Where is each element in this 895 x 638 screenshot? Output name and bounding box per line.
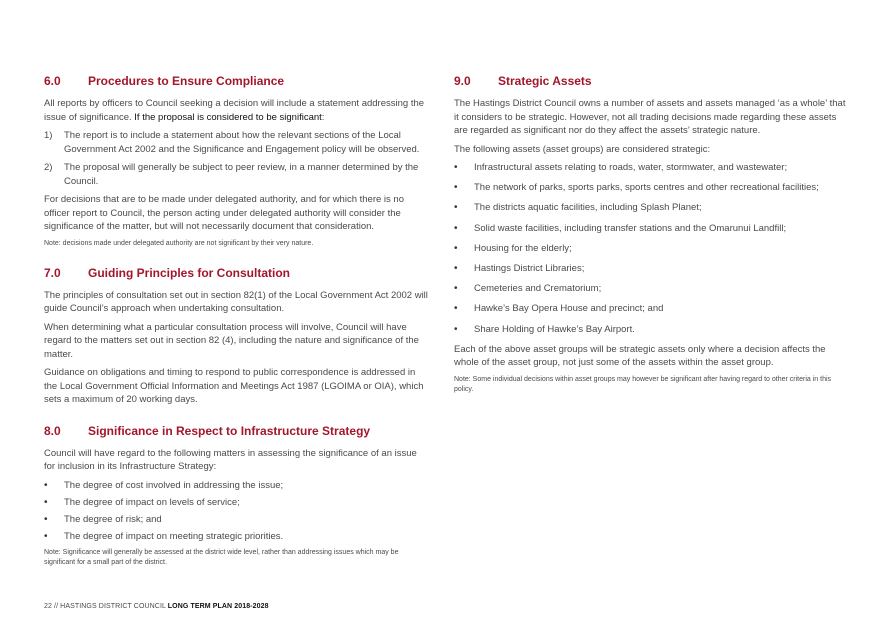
- paragraph: When determining what a particular consultation process will involve, Council will have regard to the matters set out in section 82 (4), including the nature and significance of the matter.: [44, 321, 419, 360]
- list-item: [454, 323, 852, 337]
- bullet-icon: •: [44, 530, 48, 542]
- bullet-icon: •: [454, 242, 458, 254]
- section-8-heading: [44, 423, 430, 439]
- paragraph: Guidance on obligations and timing to respond to public correspondence is addressed in the Local Government Official Information and Meetings Act 1987 (LGOIMA or OIA), which sets a maximum of 20 working days.: [44, 367, 424, 405]
- list-item: [454, 222, 852, 236]
- paragraph: The following assets (asset groups) are considered strategic:: [454, 143, 711, 155]
- section-number: 6.0: [44, 74, 61, 88]
- list-item-text: Share Holding of Hawke’s Bay Airport.: [474, 323, 635, 335]
- list-item: [44, 496, 430, 510]
- section-8: [44, 423, 430, 569]
- list-item: [454, 242, 852, 256]
- bullet-list: [454, 161, 852, 336]
- list-item-text: Cemeteries and Crematorium;: [474, 283, 602, 295]
- list-item-text: The degree of cost involved in addressing the issue;: [64, 479, 284, 491]
- section-title: Guiding Principles for Consultation: [88, 265, 291, 280]
- numbered-list: [44, 129, 430, 188]
- paragraph: The principles of consultation set out in section 82(1) of the Local Government Act 2002 will guide Council’s approach when undertaking consultation.: [44, 289, 428, 314]
- list-item-text: The degree of impact on meeting strategic priorities.: [64, 530, 284, 542]
- list-item-text: The network of parks, sports parks, sports centres and other recreational facilities;: [474, 182, 819, 194]
- list-item: [454, 181, 852, 195]
- bullet-icon: •: [454, 222, 458, 234]
- section-9: [454, 73, 852, 395]
- bullet-icon: •: [454, 262, 458, 274]
- page-footer: [44, 603, 269, 610]
- section-9-heading: [454, 73, 852, 89]
- section-number: 7.0: [44, 265, 61, 280]
- emphasis-text: If the proposal is considered to be significant: [134, 111, 322, 123]
- section-6: [44, 73, 430, 249]
- list-number: 2): [44, 162, 53, 173]
- bullet-icon: •: [454, 162, 458, 173]
- list-item: [44, 513, 430, 527]
- bullet-list: [44, 479, 430, 544]
- bullet-icon: •: [454, 202, 458, 214]
- paragraph-text: :: [321, 111, 325, 123]
- bullet-icon: •: [44, 513, 48, 525]
- list-item-text: Hawke’s Bay Opera House and precinct; and: [474, 303, 664, 315]
- left-column: [44, 73, 430, 584]
- list-item: [454, 262, 852, 276]
- paragraph: The Hastings District Council owns a number of assets and assets managed ‘as a whole’ that it considers to be strategic. However, not all trading decisions made regarding these assets are regarded as significant nor do they affect the assets’ strategic nature.: [454, 98, 846, 136]
- right-column: [454, 73, 852, 411]
- list-item-text: The degree of impact on levels of service;: [64, 496, 240, 508]
- footer-document-title: LONG TERM PLAN 2018-2028: [167, 603, 269, 610]
- bullet-icon: •: [454, 182, 458, 194]
- paragraph: For decisions that are to be made under delegated authority, and for which there is no officer report to Council, the person acting under delegated authority will consider the significance of the matter, but will not necessarily document that consideration.: [44, 194, 404, 232]
- list-item: [44, 129, 430, 156]
- list-item-text: Hastings District Libraries;: [474, 262, 585, 274]
- list-item: [44, 530, 430, 544]
- note: Note: Some individual decisions within asset groups may however be significant after having regard to other criteria in this policy.: [454, 375, 832, 393]
- list-item: [454, 161, 852, 175]
- section-7-heading: [44, 265, 430, 281]
- footer-page-label: 22 // HASTINGS DISTRICT COUNCIL: [44, 603, 168, 610]
- list-item-text: Solid waste facilities, including transfer stations and the Omarunui Landfill;: [474, 222, 787, 234]
- note: Note: decisions made under delegated authority are not significant by their very nature.: [44, 239, 314, 247]
- list-item-text: The districts aquatic facilities, including Splash Planet;: [474, 202, 702, 214]
- bullet-icon: •: [44, 496, 48, 508]
- bullet-icon: •: [454, 323, 458, 335]
- section-title: Procedures to Ensure Compliance: [88, 74, 285, 88]
- bullet-icon: •: [44, 479, 48, 491]
- paragraph-text: All reports by officers to Council seeking a decision will include a statement addressing the issue of significance.: [44, 98, 425, 123]
- section-title: Strategic Assets: [498, 74, 592, 88]
- section-7: [44, 265, 430, 407]
- list-item-text: The proposal will generally be subject to peer review, in a manner determined by the Council.: [64, 162, 419, 187]
- list-item: [454, 282, 852, 296]
- list-item-text: The report is to include a statement about how the relevant sections of the Local Government Act 2002 and the Significance and Engagement policy will be observed.: [64, 130, 420, 155]
- list-item: [454, 201, 852, 215]
- bullet-icon: •: [454, 303, 458, 315]
- list-number: 1): [44, 130, 53, 141]
- list-item: [44, 479, 430, 493]
- list-item-text: The degree of risk; and: [64, 513, 162, 525]
- bullet-icon: •: [454, 283, 458, 295]
- section-6-heading: [44, 73, 430, 89]
- list-item-text: Infrastructural assets relating to roads, water, stormwater, and wastewater;: [474, 162, 788, 173]
- list-item: [44, 161, 430, 188]
- paragraph: [44, 97, 430, 124]
- paragraph: Each of the above asset groups will be strategic assets only where a decision affects the whole of the asset group, not just some of the assets within the asset group.: [454, 343, 826, 369]
- paragraph: Council will have regard to the following matters in assessing the significance of an issue for inclusion in its Infrastructure Strategy:: [44, 447, 417, 472]
- list-item: [454, 302, 852, 316]
- section-number: 8.0: [44, 423, 61, 438]
- list-item-text: Housing for the elderly;: [474, 242, 572, 254]
- section-title: Significance in Respect to Infrastructure Strategy: [88, 423, 371, 438]
- note: Note: Significance will generally be assessed at the district wide level, rather than addressing issues which may be significant for a small part of the district.: [44, 549, 399, 566]
- section-number: 9.0: [454, 74, 471, 88]
